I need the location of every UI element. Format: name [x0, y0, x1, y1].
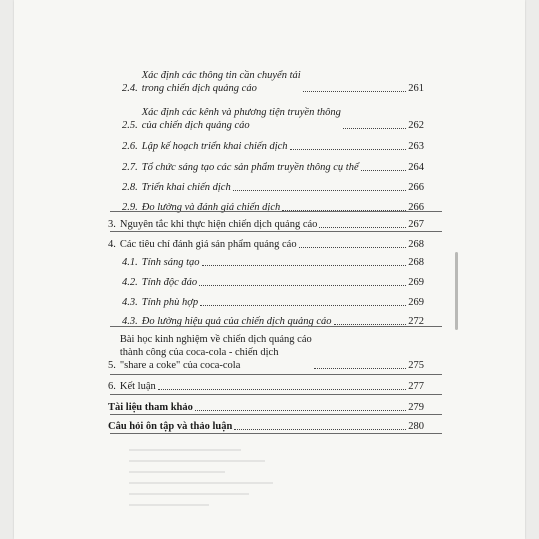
toc-entry-5[interactable]: 5. Bài học kinh nghiệm về chiến dịch quảng cáo thành công của coca-cola - chiến dịch "share a coke" của coca-cola 275 — [108, 334, 424, 371]
dot-leader — [290, 149, 407, 150]
bleed-through-text — [129, 440, 289, 530]
dot-leader — [202, 265, 407, 266]
section-divider — [110, 394, 442, 395]
dot-leader — [299, 247, 407, 248]
section-divider — [110, 433, 442, 434]
dot-leader — [200, 305, 406, 306]
toc-entry-3[interactable]: 3. Nguyên tắc khi thực hiện chiến dịch quảng cáo 267 — [108, 219, 424, 230]
toc-entry-4[interactable]: 4. Các tiêu chí đánh giá sản phẩm quảng cáo 268 — [108, 239, 424, 250]
dot-leader — [303, 91, 407, 92]
section-divider — [110, 211, 442, 212]
dot-leader — [199, 285, 406, 286]
dot-leader — [361, 170, 407, 171]
toc-entry-references[interactable]: Tài liệu tham khảo 279 — [108, 402, 424, 413]
toc-entry-2-8[interactable]: 2.8. Triển khai chiến dịch 266 — [122, 182, 424, 193]
toc-entry-2-7[interactable]: 2.7. Tổ chức sáng tạo các sản phẩm truyền thông cụ thể 264 — [122, 162, 424, 173]
dot-leader — [343, 128, 406, 129]
dot-leader — [158, 389, 407, 390]
section-divider — [110, 231, 442, 232]
toc-entry-4-1[interactable]: 4.1. Tính sáng tạo 268 — [122, 257, 424, 268]
toc-entry-review-questions[interactable]: Câu hỏi ôn tập và thảo luận 280 — [108, 421, 424, 432]
toc-entry-2-9[interactable]: 2.9. Đo lường và đánh giá chiến dịch 266 — [122, 202, 424, 213]
toc-entry-2-5[interactable]: 2.5. Xác định các kênh và phương tiện truyền thông của chiến dịch quảng cáo 262 — [122, 107, 424, 131]
toc-entry-4-3-measurement[interactable]: 4.3. Đo lường hiệu quả của chiến dịch quảng cáo 272 — [122, 316, 424, 327]
toc-entry-4-2[interactable]: 4.2. Tính độc đáo 269 — [122, 277, 424, 288]
dot-leader — [314, 368, 407, 369]
dot-leader — [233, 190, 407, 191]
dot-leader — [319, 227, 406, 228]
section-divider — [110, 374, 442, 375]
dot-leader — [195, 410, 406, 411]
dot-leader — [334, 324, 407, 325]
toc-entry-6[interactable]: 6. Kết luận 277 — [108, 381, 424, 392]
toc-entry-4-3[interactable]: 4.3. Tính phù hợp 269 — [122, 297, 424, 308]
page-edge-shadow — [455, 252, 458, 330]
toc-entry-2-4[interactable]: 2.4. Xác định các thông tin cần chuyển tải trong chiến dịch quảng cáo 261 — [122, 70, 424, 94]
section-divider — [110, 326, 442, 327]
dot-leader — [234, 429, 406, 430]
toc-entry-2-6[interactable]: 2.6. Lập kế hoạch triển khai chiến dịch 263 — [122, 141, 424, 152]
section-divider — [110, 414, 442, 415]
